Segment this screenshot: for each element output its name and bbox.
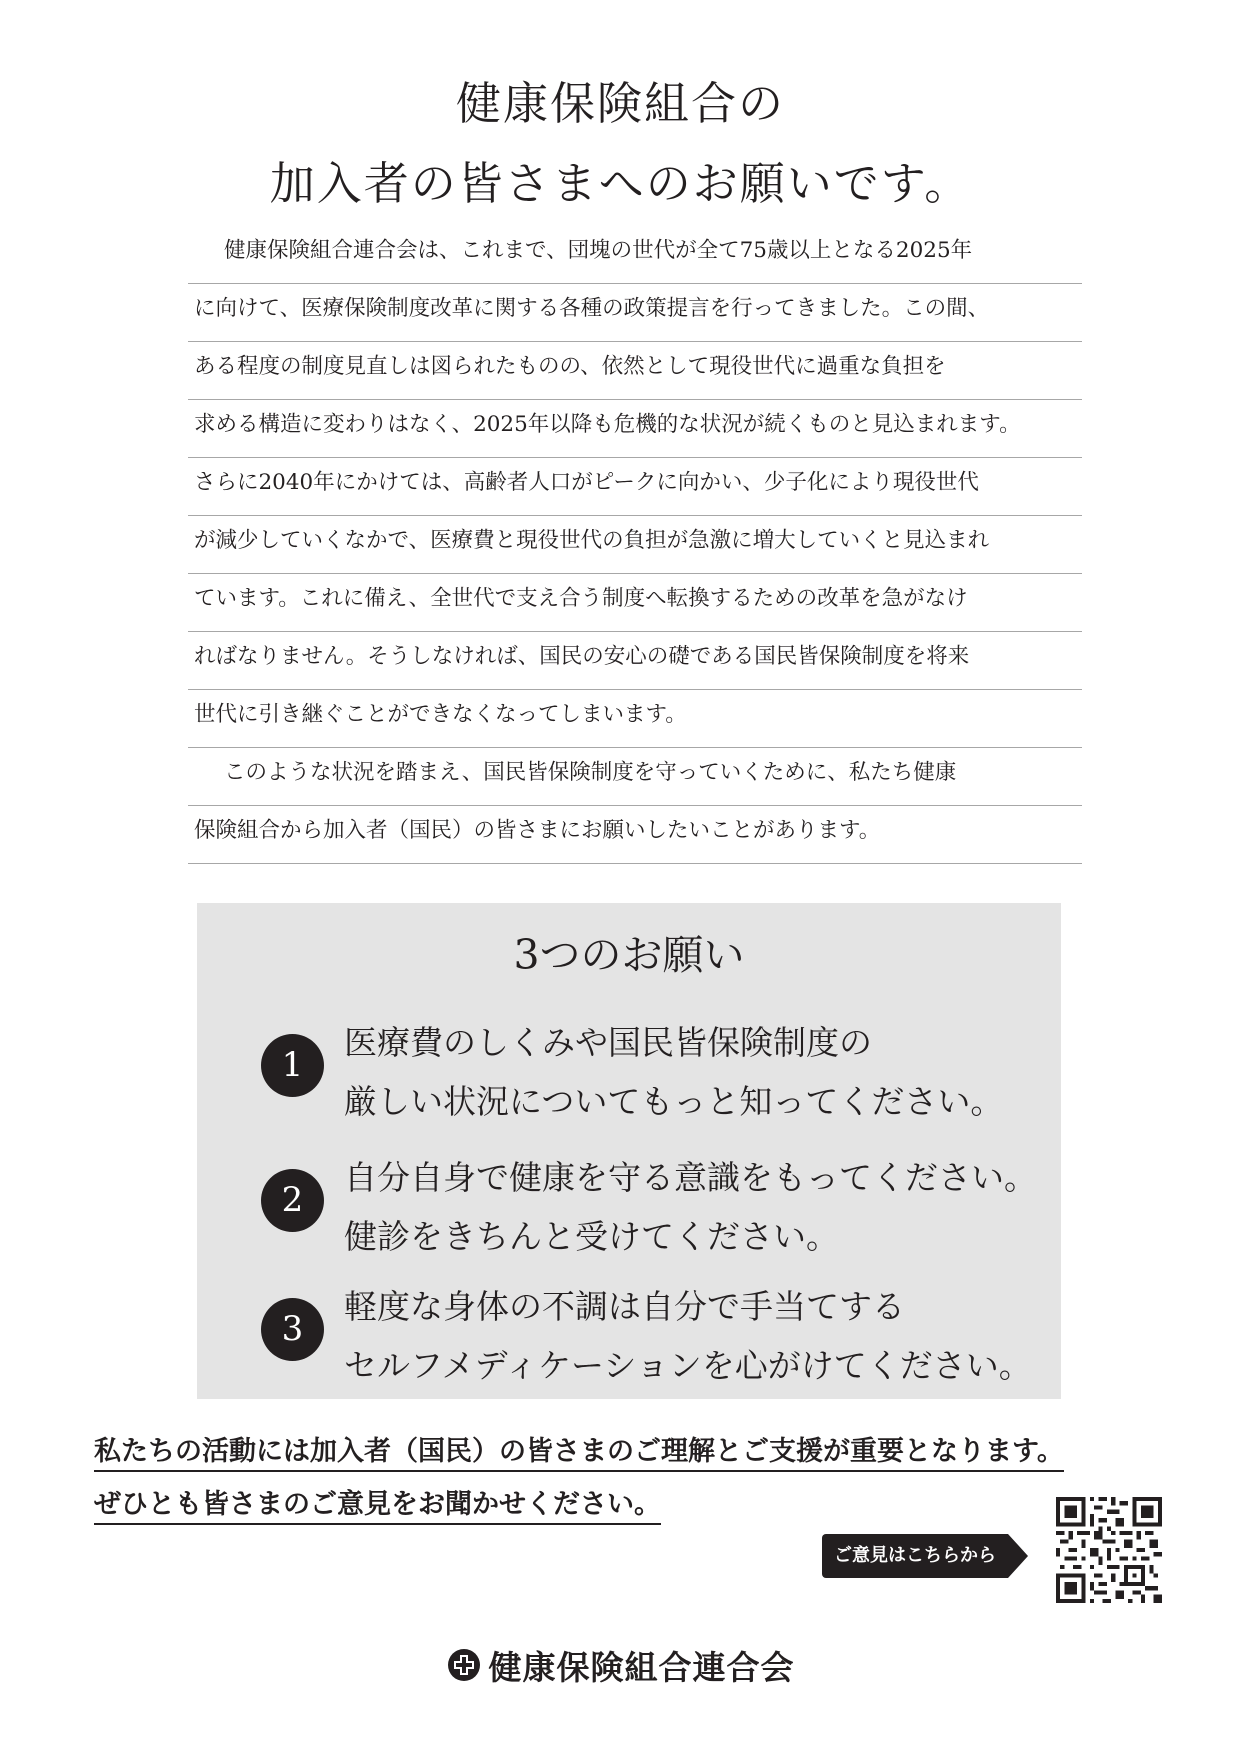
requests-panel: [197, 903, 1061, 1399]
request-text: [344, 1013, 1003, 1131]
body-line: 世代に引き継ぐことができなくなってしまいます。: [188, 690, 1082, 748]
request-number-badge: 2: [261, 1169, 324, 1232]
organization-name: 健康保険組合連合会: [488, 1647, 795, 1687]
body-line: 求める構造に変わりはなく、2025年以降も危機的な状況が続くものと見込まれます。: [188, 400, 1082, 458]
request-line: 医療費のしくみや国民皆保険制度の: [344, 1023, 872, 1062]
request-line: 軽度な身体の不調は自分で手当てする: [344, 1287, 905, 1326]
title-line-1: 健康保険組合の: [455, 77, 785, 130]
body-line: に向けて、医療保険制度改革に関する各種の政策提言を行ってきました。この間、: [188, 284, 1082, 342]
body-line: このような状況を踏まえ、国民皆保険制度を守っていくために、私たち健康: [188, 748, 1082, 806]
request-line: 自分自身で健康を守る意識をもってください。: [344, 1158, 1037, 1197]
request-line: セルフメディケーションを心がけてください。: [344, 1346, 1032, 1385]
opinion-link-button[interactable]: [822, 1534, 1030, 1578]
requests-title: 3つのお願い: [513, 931, 745, 979]
body-line: が減少していくなかで、医療費と現役世代の負担が急激に増大していくと見込まれ: [188, 516, 1082, 574]
body-line: ある程度の制度見直しは図られたものの、依然として現役世代に過重な負担を: [188, 342, 1082, 400]
request-number-badge: 3: [261, 1298, 324, 1361]
request-text: [344, 1277, 1032, 1395]
request-item: [261, 1277, 1041, 1385]
body-line: さらに2040年にかけては、高齢者人口がピークに向かい、少子化により現役世代: [188, 458, 1082, 516]
cross-emblem-icon: [447, 1648, 481, 1682]
body-text: [188, 226, 1082, 864]
opinion-link-label: ご意見はこちらから: [822, 1534, 1008, 1578]
request-item: [261, 1013, 1041, 1121]
organization-logo: [0, 1640, 1241, 1690]
body-line: 健康保険組合連合会は、これまで、団塊の世代が全て75歳以上となる2025年: [188, 226, 1082, 284]
body-line: ています。これに備え、全世代で支え合う制度へ転換するための改革を急がなけ: [188, 574, 1082, 632]
qr-code[interactable]: [1056, 1497, 1162, 1603]
appeal-line-1: [94, 1433, 1174, 1471]
request-line: 厳しい状況についてもっと知ってください。: [344, 1082, 1004, 1121]
request-line: 健診をきちんと受けてください。: [344, 1217, 839, 1256]
request-item: [261, 1148, 1041, 1256]
body-line: ればなりません。そうしなければ、国民の安心の礎である国民皆保険制度を将来: [188, 632, 1082, 690]
appeal-text: 私たちの活動には加入者（国民）の皆さまのご理解とご支援が重要となります。: [94, 1436, 1064, 1472]
body-line: 保険組合から加入者（国民）の皆さまにお願いしたいことがあります。: [188, 806, 1082, 864]
page-title: [0, 64, 1241, 224]
appeal-line-2: [94, 1486, 1174, 1524]
request-number-badge: 1: [261, 1034, 324, 1097]
appeal-text: ぜひとも皆さまのご意見をお聞かせください。: [94, 1489, 661, 1525]
title-line-2: 加入者の皆さまへのお願いです。: [269, 157, 972, 210]
request-text: [344, 1148, 1037, 1266]
arrow-right-icon: [1008, 1534, 1028, 1578]
